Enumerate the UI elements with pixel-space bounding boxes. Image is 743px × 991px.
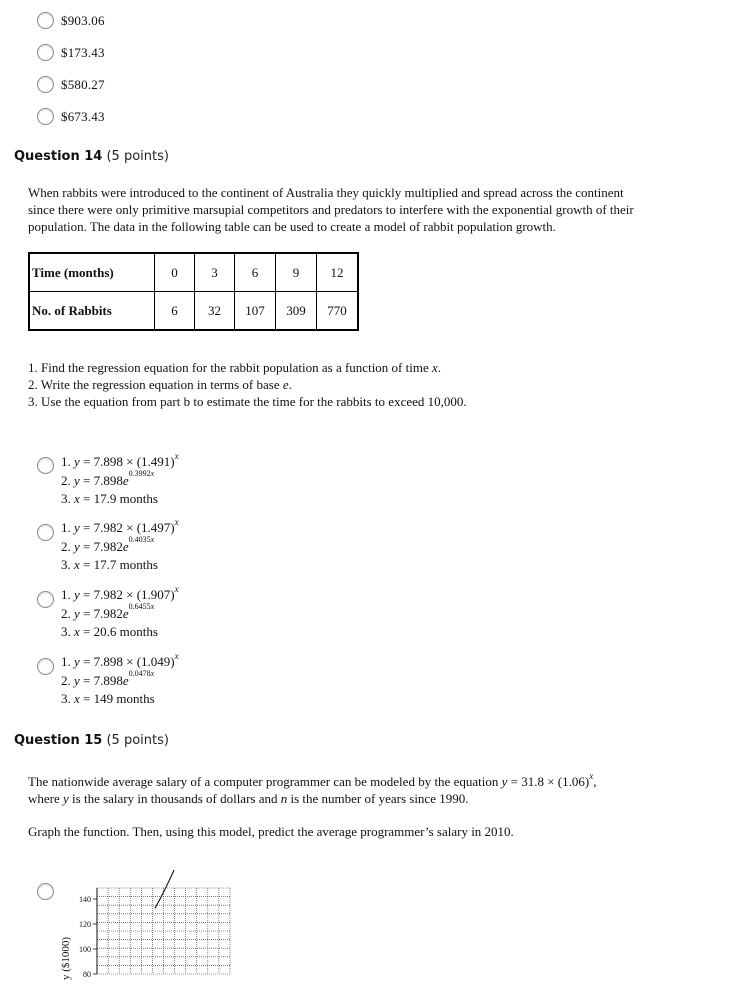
option-label: $673.43 xyxy=(61,109,105,124)
y-tick-label: 140 xyxy=(79,895,91,904)
answer-choice-1: 1. $y = 7.898 \times (1.491)^x$ 2. $y = 7.898e^{0.3992x}$ 3. x = 17.9 months xyxy=(61,451,179,506)
answer-radio-4[interactable] xyxy=(37,658,54,675)
y-tick-label: 80 xyxy=(83,970,91,979)
table-row-label: No. of Rabbits xyxy=(29,292,155,331)
task-2: 2. Write the regression equation in terms of base e. xyxy=(28,377,292,392)
answer-radio-1[interactable] xyxy=(37,457,54,474)
table-cell: 309 xyxy=(276,292,317,331)
question-14-title: Question 14 xyxy=(14,149,103,164)
question-14-prompt xyxy=(28,184,634,235)
task-1: 1. Find the regression equation for the rabbit population as a function of time x. xyxy=(28,360,442,375)
table-cell: 107 xyxy=(235,292,276,331)
question-14-points: (5 points) xyxy=(106,149,169,164)
graph-grid xyxy=(97,888,230,974)
salary-curve xyxy=(155,870,203,908)
answer-choice-2: 1. $y = 7.982 \times (1.497)^x$ 2. $y = 7.982e^{0.4035x}$ 3. x = 17.7 months xyxy=(61,517,179,572)
task-3: 3. Use the equation from part b to estimate the time for the rabbits to exceed 10,000. xyxy=(28,394,467,409)
prompt-line: When rabbits were introduced to the continent of Australia they quickly multiplied and spread across the continent xyxy=(28,185,624,200)
table-cell: 3 xyxy=(195,253,235,292)
prompt-line: since there were only primitive marsupial competitors and predators to interfere with the exponential growth of their xyxy=(28,202,634,217)
prompt-line: where y is the salary in thousands of dollars and n is the number of years since 1990. xyxy=(28,791,469,806)
graph-y-ticks xyxy=(79,895,97,979)
answer-choice-3: 1. $y = 7.982 \times (1.907)^x$ 2. $y = 7.982e^{0.6455x}$ 3. x = 20.6 months xyxy=(61,584,179,639)
table-row xyxy=(29,253,358,292)
table-row xyxy=(29,292,358,331)
prompt-line: population. The data in the following table can be used to create a model of rabbit population growth. xyxy=(28,219,556,234)
table-cell: 0 xyxy=(155,253,195,292)
answer-radio-q15-1[interactable] xyxy=(37,883,54,900)
answer-choice-4: 1. $y = 7.898 \times (1.049)^x$ 2. $y = 7.898e^{0.0478x}$ 3. x = 149 months xyxy=(61,651,179,706)
y-axis-label: y ($1000) xyxy=(60,936,72,980)
option-radio-673-43[interactable] xyxy=(37,108,54,125)
option-label: $580.27 xyxy=(61,77,105,92)
question-15-prompt xyxy=(28,773,596,840)
table-cell: 770 xyxy=(317,292,359,331)
prompt-line: Graph the function. Then, using this model, predict the average programmer’s salary in 2010. xyxy=(28,824,514,839)
option-radio-173-43[interactable] xyxy=(37,44,54,61)
option-radio-903-06[interactable] xyxy=(37,12,54,29)
option-radio-580-27[interactable] xyxy=(37,76,54,93)
table-cell: 6 xyxy=(155,292,195,331)
option-label: $173.43 xyxy=(61,45,105,60)
option-label: $903.06 xyxy=(61,13,105,28)
table-cell: 32 xyxy=(195,292,235,331)
answer-radio-2[interactable] xyxy=(37,524,54,541)
table-row-label: Time (months) xyxy=(29,253,155,292)
question-15-heading xyxy=(14,733,169,748)
table-cell: 9 xyxy=(276,253,317,292)
question-15-points: (5 points) xyxy=(106,733,169,748)
salary-graph xyxy=(55,870,240,991)
y-tick-label: 120 xyxy=(79,920,91,929)
question-15-title: Question 15 xyxy=(14,733,103,748)
question-14-tasks xyxy=(28,359,467,410)
prompt-line: The nationwide average salary of a computer programmer can be modeled by the equation $y = 31.8 \times (1.06)^x$, xyxy=(28,771,597,789)
table-cell: 12 xyxy=(317,253,359,292)
rabbit-data-table xyxy=(28,252,359,331)
answer-radio-3[interactable] xyxy=(37,591,54,608)
question-14-heading xyxy=(14,149,169,164)
table-cell: 6 xyxy=(235,253,276,292)
y-tick-label: 100 xyxy=(79,945,91,954)
